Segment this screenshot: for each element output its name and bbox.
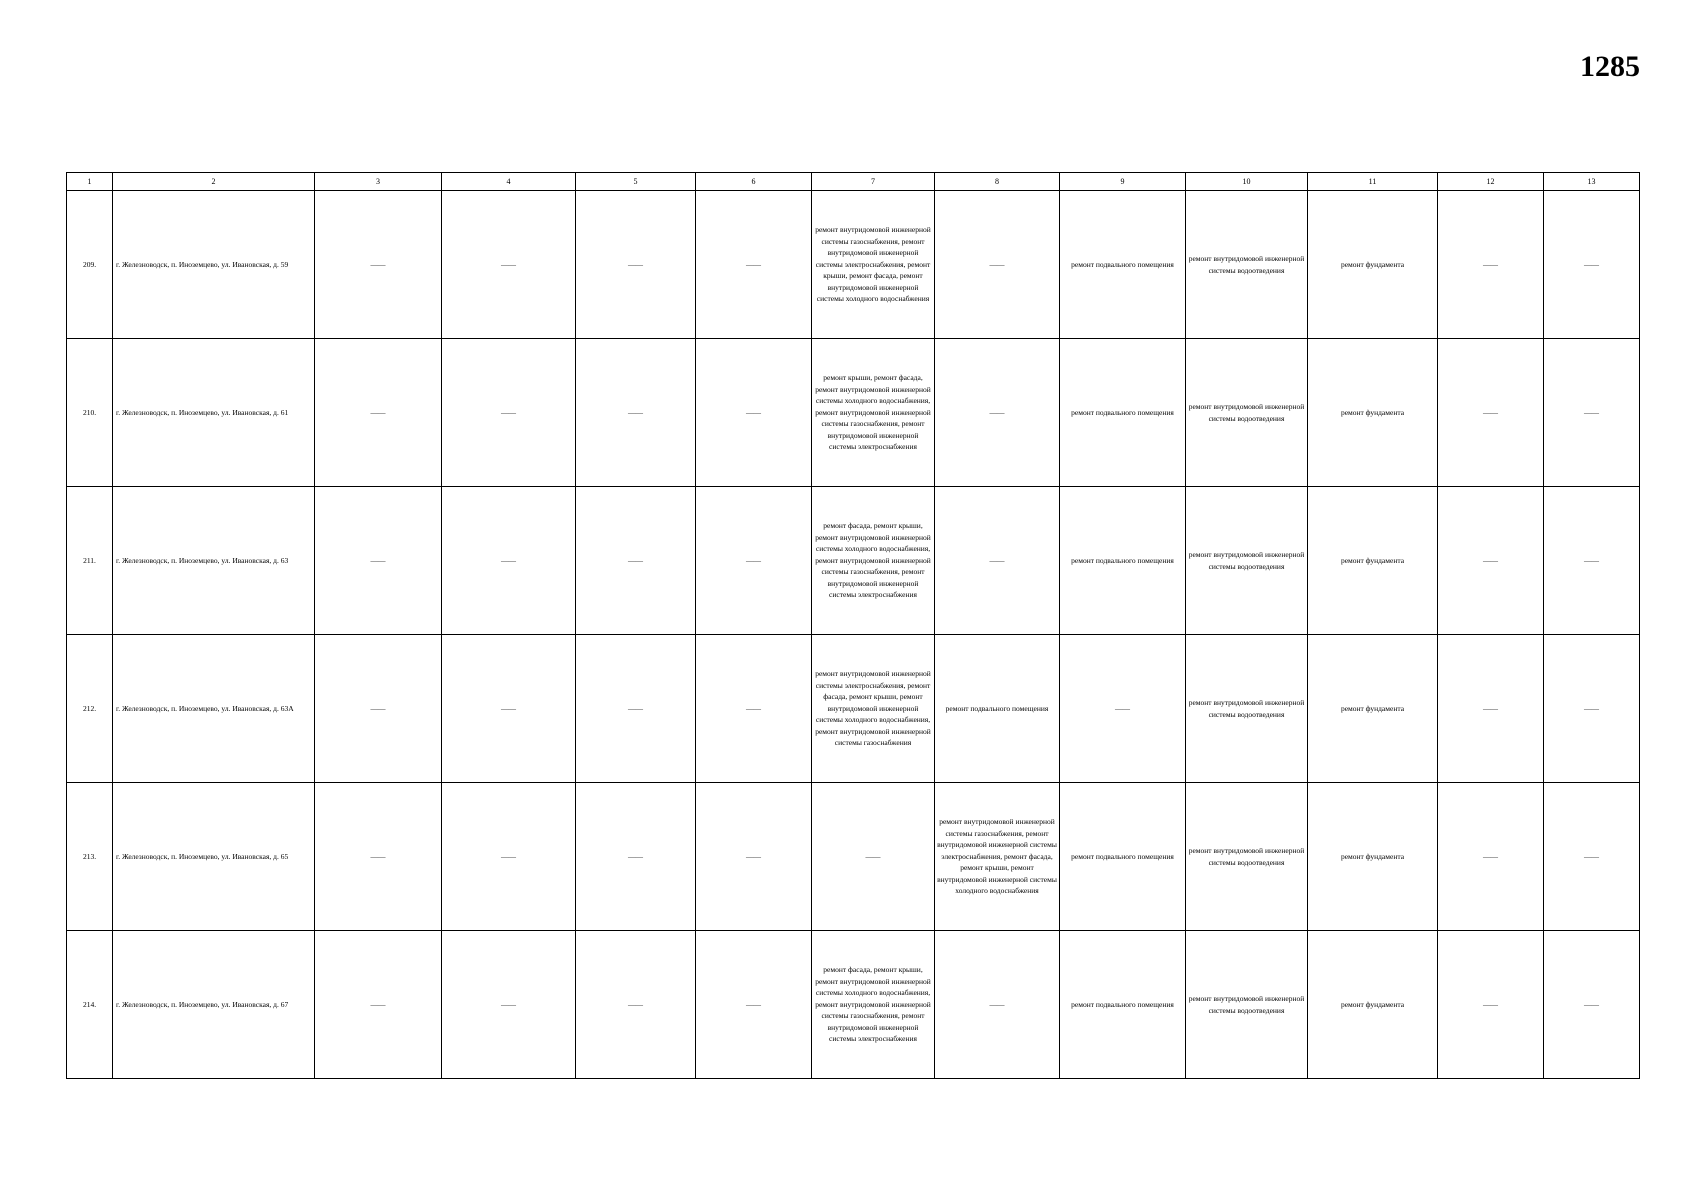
table-row [67,931,1640,1079]
address-cell: г. Железноводск, п. Иноземцево, ул. Ивановская, д. 65 [113,783,315,931]
cell-col-11: ремонт фундамента [1308,339,1438,487]
cell-col-5: —— [576,783,696,931]
cell-col-8: —— [935,931,1060,1079]
column-header: 7 [812,173,935,191]
cell-col-10: ремонт внутридомовой инженерной системы водоотведения [1186,487,1308,635]
address-cell: г. Железноводск, п. Иноземцево, ул. Ивановская, д. 61 [113,339,315,487]
cell-col-3: —— [315,191,442,339]
cell-col-8: —— [935,191,1060,339]
cell-col-6: —— [696,783,812,931]
cell-col-4: —— [442,339,576,487]
column-header: 2 [113,173,315,191]
column-header: 5 [576,173,696,191]
cell-col-9: ремонт подвального помещения [1060,783,1186,931]
column-header: 12 [1438,173,1544,191]
cell-col-12: —— [1438,635,1544,783]
cell-col-5: —— [576,635,696,783]
column-header: 3 [315,173,442,191]
cell-col-4: —— [442,487,576,635]
cell-col-6: —— [696,339,812,487]
cell-col-10: ремонт внутридомовой инженерной системы водоотведения [1186,191,1308,339]
cell-col-11: ремонт фундамента [1308,191,1438,339]
table-row [67,339,1640,487]
column-header: 13 [1544,173,1640,191]
column-header: 10 [1186,173,1308,191]
cell-col-8: —— [935,487,1060,635]
cell-col-13: —— [1544,635,1640,783]
column-header: 1 [67,173,113,191]
repair-register-table [66,172,1640,1079]
cell-col-4: —— [442,191,576,339]
row-number: 212. [67,635,113,783]
table-row [67,783,1640,931]
table-body [67,191,1640,1079]
cell-col-5: —— [576,339,696,487]
cell-col-9: ремонт подвального помещения [1060,487,1186,635]
cell-col-9: ремонт подвального помещения [1060,339,1186,487]
cell-col-6: —— [696,487,812,635]
cell-col-9: ремонт подвального помещения [1060,191,1186,339]
cell-col-12: —— [1438,339,1544,487]
cell-col-7: ремонт фасада, ремонт крыши, ремонт внутридомовой инженерной системы холодного водоснабжения, ремонт внутридомовой инженерной системы газоснабжения, ремонт внутридомовой инженерной системы электроснабжения [812,931,935,1079]
address-cell: г. Железноводск, п. Иноземцево, ул. Ивановская, д. 63 [113,487,315,635]
cell-col-13: —— [1544,783,1640,931]
cell-col-3: —— [315,783,442,931]
row-number: 210. [67,339,113,487]
cell-col-4: —— [442,635,576,783]
cell-col-12: —— [1438,783,1544,931]
cell-col-10: ремонт внутридомовой инженерной системы водоотведения [1186,931,1308,1079]
cell-col-4: —— [442,931,576,1079]
cell-col-13: —— [1544,487,1640,635]
cell-col-3: —— [315,339,442,487]
cell-col-3: —— [315,635,442,783]
cell-col-6: —— [696,191,812,339]
cell-col-13: —— [1544,191,1640,339]
cell-col-5: —— [576,931,696,1079]
cell-col-12: —— [1438,931,1544,1079]
row-number: 214. [67,931,113,1079]
table-header [67,173,1640,191]
cell-col-5: —— [576,487,696,635]
cell-col-11: ремонт фундамента [1308,783,1438,931]
column-header: 11 [1308,173,1438,191]
address-cell: г. Железноводск, п. Иноземцево, ул. Ивановская, д. 59 [113,191,315,339]
cell-col-12: —— [1438,191,1544,339]
cell-col-7: —— [812,783,935,931]
cell-col-12: —— [1438,487,1544,635]
cell-col-10: ремонт внутридомовой инженерной системы водоотведения [1186,339,1308,487]
cell-col-7: ремонт фасада, ремонт крыши, ремонт внутридомовой инженерной системы холодного водоснабжения, ремонт внутридомовой инженерной системы газоснабжения, ремонт внутридомовой инженерной системы электроснабжения [812,487,935,635]
cell-col-11: ремонт фундамента [1308,487,1438,635]
cell-col-8: —— [935,339,1060,487]
column-header: 8 [935,173,1060,191]
cell-col-4: —— [442,783,576,931]
row-number: 211. [67,487,113,635]
column-header: 4 [442,173,576,191]
cell-col-7: ремонт внутридомовой инженерной системы газоснабжения, ремонт внутридомовой инженерной системы электроснабжения, ремонт крыши, ремонт фасада, ремонт внутридомовой инженерной системы холодного водоснабжения [812,191,935,339]
cell-col-13: —— [1544,931,1640,1079]
cell-col-3: —— [315,487,442,635]
cell-col-13: —— [1544,339,1640,487]
cell-col-9: ремонт подвального помещения [1060,931,1186,1079]
cell-col-9: —— [1060,635,1186,783]
cell-col-11: ремонт фундамента [1308,635,1438,783]
cell-col-10: ремонт внутридомовой инженерной системы водоотведения [1186,635,1308,783]
row-number: 213. [67,783,113,931]
page-number: 1285 [1580,50,1640,83]
cell-col-8: ремонт подвального помещения [935,635,1060,783]
cell-col-5: —— [576,191,696,339]
column-header: 6 [696,173,812,191]
cell-col-6: —— [696,635,812,783]
cell-col-6: —— [696,931,812,1079]
cell-col-7: ремонт внутридомовой инженерной системы электроснабжения, ремонт фасада, ремонт крыши, ремонт внутридомовой инженерной системы холодного водоснабжения, ремонт внутридомовой инженерной системы газоснабжения [812,635,935,783]
table-row [67,487,1640,635]
table-row [67,191,1640,339]
cell-col-8: ремонт внутридомовой инженерной системы газоснабжения, ремонт внутридомовой инженерной системы электроснабжения, ремонт фасада, ремонт крыши, ремонт внутридомовой инженерной системы холодного водоснабжения [935,783,1060,931]
address-cell: г. Железноводск, п. Иноземцево, ул. Ивановская, д. 67 [113,931,315,1079]
address-cell: г. Железноводск, п. Иноземцево, ул. Ивановская, д. 63А [113,635,315,783]
column-header: 9 [1060,173,1186,191]
cell-col-3: —— [315,931,442,1079]
cell-col-11: ремонт фундамента [1308,931,1438,1079]
table-row [67,635,1640,783]
column-number-row [67,173,1640,191]
cell-col-10: ремонт внутридомовой инженерной системы водоотведения [1186,783,1308,931]
row-number: 209. [67,191,113,339]
cell-col-7: ремонт крыши, ремонт фасада, ремонт внутридомовой инженерной системы холодного водоснабжения, ремонт внутридомовой инженерной системы газоснабжения, ремонт внутридомовой инженерной системы электроснабжения [812,339,935,487]
